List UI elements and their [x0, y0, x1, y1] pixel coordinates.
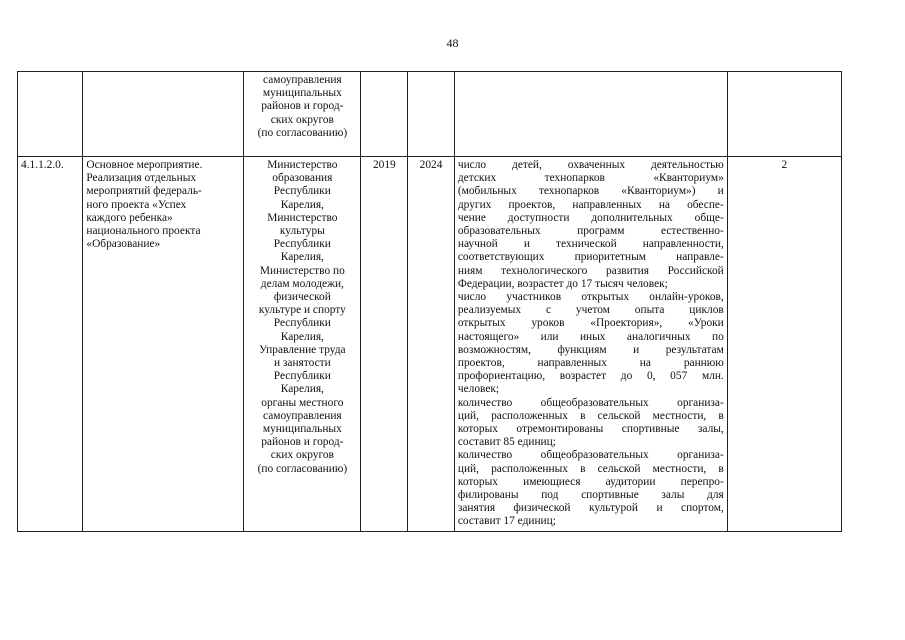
- executor-line: (по согласованию): [257, 126, 348, 139]
- measure-name-line: Реализация отдельных: [86, 172, 197, 185]
- measure-name-line: мероприятий федераль-: [86, 185, 202, 198]
- cell-year-start: 2019: [361, 157, 408, 532]
- cell-executor: [244, 157, 361, 532]
- executor-line: Республики: [273, 238, 331, 251]
- indicator-line: филированы под спортивные залы для: [457, 489, 724, 502]
- cell-year-end: 2024: [408, 157, 455, 532]
- executor-line: Карелия,: [280, 330, 324, 343]
- indicator-line: составит 17 единиц;: [457, 515, 556, 528]
- executor-line: Министерство по: [259, 264, 345, 277]
- indicator-line: профориентацию, возрастет до 0, 057 млн.: [457, 370, 724, 383]
- indicator-line: человек;: [457, 383, 500, 396]
- executor-line: Управление труда: [259, 343, 346, 356]
- cell-code: 4.1.1.2.0.: [18, 157, 83, 532]
- cell-measure-name: [83, 157, 244, 532]
- executor-line: самоуправления: [263, 409, 342, 422]
- executor-line: районов и город-: [261, 436, 344, 449]
- indicator-line: возможностям, функциям и результатам: [457, 343, 724, 356]
- executor-line: ских округов: [270, 113, 334, 126]
- executor-line: Карелия,: [280, 251, 324, 264]
- cell-executor-continued: [244, 72, 361, 157]
- indicator-line: число детей, охваченных деятельностью: [457, 159, 724, 171]
- executor-line: самоуправления: [263, 74, 342, 86]
- measures-table: [17, 71, 842, 532]
- executor-line: Министерство: [267, 211, 338, 224]
- indicator-line: ниям технологического развития Российской: [457, 264, 724, 277]
- executor-line: Республики: [273, 317, 331, 330]
- cell-name-empty: [83, 72, 244, 157]
- executor-line: (по согласованию): [257, 462, 348, 475]
- executor-line: органы местного: [261, 396, 344, 409]
- table-row-measure: [18, 157, 842, 532]
- measure-name-line: национального проекта: [86, 225, 201, 238]
- table-row-continued: [18, 72, 842, 157]
- indicator-line: настоящего» или иных аналогичных по: [457, 330, 724, 343]
- cell-year-start-empty: [361, 72, 408, 157]
- executor-line: муниципальных: [262, 87, 342, 100]
- cell-year-end-empty: [408, 72, 455, 157]
- indicator-line: (мобильных технопарков «Кванториум») и: [457, 185, 724, 198]
- measure-name-line: «Образование»: [86, 238, 161, 251]
- indicator-line: Федерации, возрастет до 17 тысяч человек;: [457, 277, 668, 290]
- indicator-line: проектов, направленных на раннюю: [457, 357, 724, 370]
- indicator-line: количество общеобразовательных организа-: [457, 449, 724, 462]
- executor-line: Республики: [273, 185, 331, 198]
- cell-last-value: 2: [727, 157, 841, 532]
- cell-last-empty: [727, 72, 841, 157]
- indicator-line: число участников открытых онлайн-уроков,: [457, 291, 724, 304]
- executor-line: культуры: [279, 225, 325, 238]
- indicator-line: ций, расположенных в сельской местности, в: [457, 462, 724, 475]
- indicator-line: количество общеобразовательных организа-: [457, 396, 724, 409]
- indicator-line: занятия физической культурой и спортом,: [457, 502, 724, 515]
- indicator-line: открытых уроков «Проектория», «Уроки: [457, 317, 724, 330]
- executor-line: районов и город-: [261, 100, 344, 113]
- measure-name-line: ного проекта «Успех: [86, 198, 187, 211]
- indicator-line: реализуемых с учетом опыта циклов: [457, 304, 724, 317]
- indicator-line: научной и технической направленности,: [457, 238, 724, 251]
- indicator-line: соответствующих приоритетным направле-: [457, 251, 724, 264]
- measure-name-line: каждого ребенка»: [86, 211, 173, 224]
- measure-name-line: Основное мероприятие.: [86, 159, 203, 171]
- executor-line: Министерство: [267, 159, 338, 171]
- indicator-line: составит 85 единиц;: [457, 436, 556, 449]
- indicator-line: которых отремонтированы спортивные залы,: [457, 423, 724, 436]
- cell-indicator: [454, 157, 727, 532]
- executor-line: Карелия,: [280, 198, 324, 211]
- indicator-line: детских технопарков «Кванториум»: [457, 172, 724, 185]
- executor-line: муниципальных: [262, 423, 342, 436]
- indicator-line: других проектов, направленных на обеспе-: [457, 198, 724, 211]
- indicator-line: образовательных программ естественно-: [457, 225, 724, 238]
- executor-line: и занятости: [273, 357, 331, 370]
- cell-indicator-empty: [454, 72, 727, 157]
- indicator-line: ций, расположенных в сельской местности, в: [457, 409, 724, 422]
- indicator-line: чение доступности дополнительных обще-: [457, 211, 724, 224]
- executor-line: физической: [273, 291, 331, 304]
- indicator-line: которых имеющиеся аудитории перепро-: [457, 475, 724, 488]
- executor-line: ских округов: [270, 449, 334, 462]
- executor-line: образования: [272, 172, 333, 185]
- executor-line: Республики: [273, 370, 331, 383]
- executor-line: Карелия,: [280, 383, 324, 396]
- page-number: 48: [446, 36, 459, 50]
- executor-line: культуре и спорту: [258, 304, 346, 317]
- executor-line: делам молодежи,: [260, 277, 344, 290]
- cell-code-empty: [18, 72, 83, 157]
